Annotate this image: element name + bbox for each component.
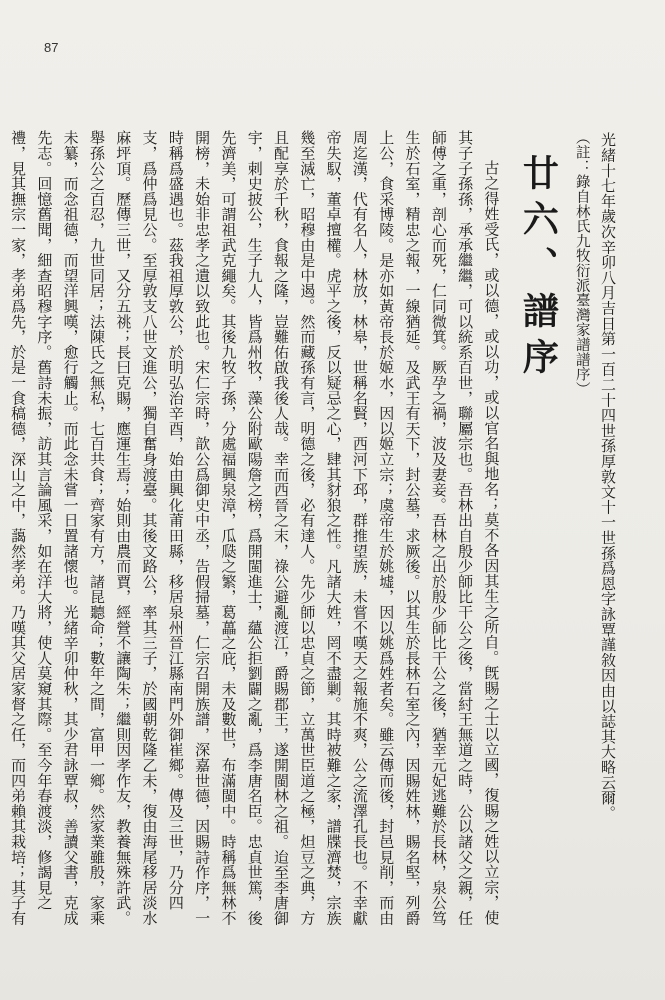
- vertical-text-body: [9, 130, 621, 930]
- page-title: 廿六、譜序: [517, 154, 560, 384]
- body-paragraph: 古之得姓受氏，或以德，或以功，或以官名與地名；莫不各因其生之所自。旣賜之士以立國，復賜之姓以立宗，使其子子孫孫，承承繼繼，可以統系百世，聯屬宗也。吾林出自殷少師比干公之後，當紂王無道之時，公以諸父之親，任師傅之重，剖心而死，仁同微箕。厥孕之禍，波及妻妾。吾林之出於殷少師比干公之後，猶幸元妃逃難於長林，泉公笃生於石室，精忠之報，一線猶延。及武王有天下，封公墓，求厥後。以其生於長林石室之內，因賜姓林，賜名堅，列爵上公，食采博陵。是亦如黃帝長於姬水，因以姬立宗；虞帝生於姚墟，因以姚爲姓者矣。雖云傳而後，封邑見削，而由周迄漢，代有名人，林放，林皋，世稱名賢，西河下邳，群推望族，未嘗不嘆天之報施不爽，公之流澤孔長也。不幸獻帝失馭，董卓擅權。虎平之後，反以疑忌之心，肆其豺狼之性。凡諸大姓，罔不盡剿。其時被難之家，譜牒濟焚，宗族幾至滅亡，昭穆由是中遏。然而藏孫有言，明德之後，必有達人。先少師以忠貞之節，立萬世臣道之極，炟豆之典，方且配享於千秋，食報之隆，豈難佑啟我後人哉。幸而西晉之末，祿公避亂渡江，爵賜郡王，遂開閩林之祖。迨至李唐御宇，刺史披公，生子九人，皆爲州牧，藻公附歐陽詹之榜，爲開閩進士，蘊公拒劉闢之亂，爲李唐名臣。忠貞世篤，後先濟美，可謂祖武克繩矣。其後九牧子孫，分處福興泉漳，瓜瓞之繁，葛藟之庇，未及數世，布滿閩中。時稱爲無林不開榜，未始非忠孝之遺以致此也。宋仁宗時，歆公爲御史中丞，告假掃墓，仁宗召開族譜，深嘉世德，因賜詩作序，一時稱爲盛遇也。茲我祖厚敦公，於明弘治辛酉，始由興化莆田縣，移居泉州晉江縣南門外御崔鄉。傳及三世，乃分四支，爲仲爲見公。至厚敦支八世文進公，獨自奮身渡臺。其後文路公，率其三子，於國朝乾隆乙未，復由海尾移居淡水麻坪頂。歷傳三世，又分五祧；長曰克賜，應運生焉；始則由農而賈，經營不讓陶朱；繼則因孝作友，教養無殊許武。舉孫公之百忍，九世同居；法陳氏之無私，七百共食；齊家有方，諸昆聽命；數年之間，富甲一鄉。然家業雖殷，家乘未纂，而念祖德，而望洋興嘆，愈行觸止。而此念未嘗一日置諸懷也。光緒辛卯仲秋，其少君詠覃叔，善讀父書，克成先志。回憶舊聞，細查昭穆字序。舊詩未振，訪其言論風采，如在洋大將，使人莫窺其際。至今年春渡淡，修謁見之禮，見其撫宗一家，孝弟爲先，於是一食稿德，深山之中，藹然孝弟。乃嘆其父居家督之任，而四弟賴其栽培；其子有: [9, 130, 501, 926]
- source-note: （註：錄自林氏九牧衍派臺灣家譜譜序）: [573, 130, 590, 397]
- page-number: 87: [44, 40, 59, 55]
- date-line: 光緒十七年歲次辛卯八月吉日第一百二十四世孫厚敦文十一世孫爲恩字詠覃謹敘因由以誌其大略云爾。: [599, 132, 617, 821]
